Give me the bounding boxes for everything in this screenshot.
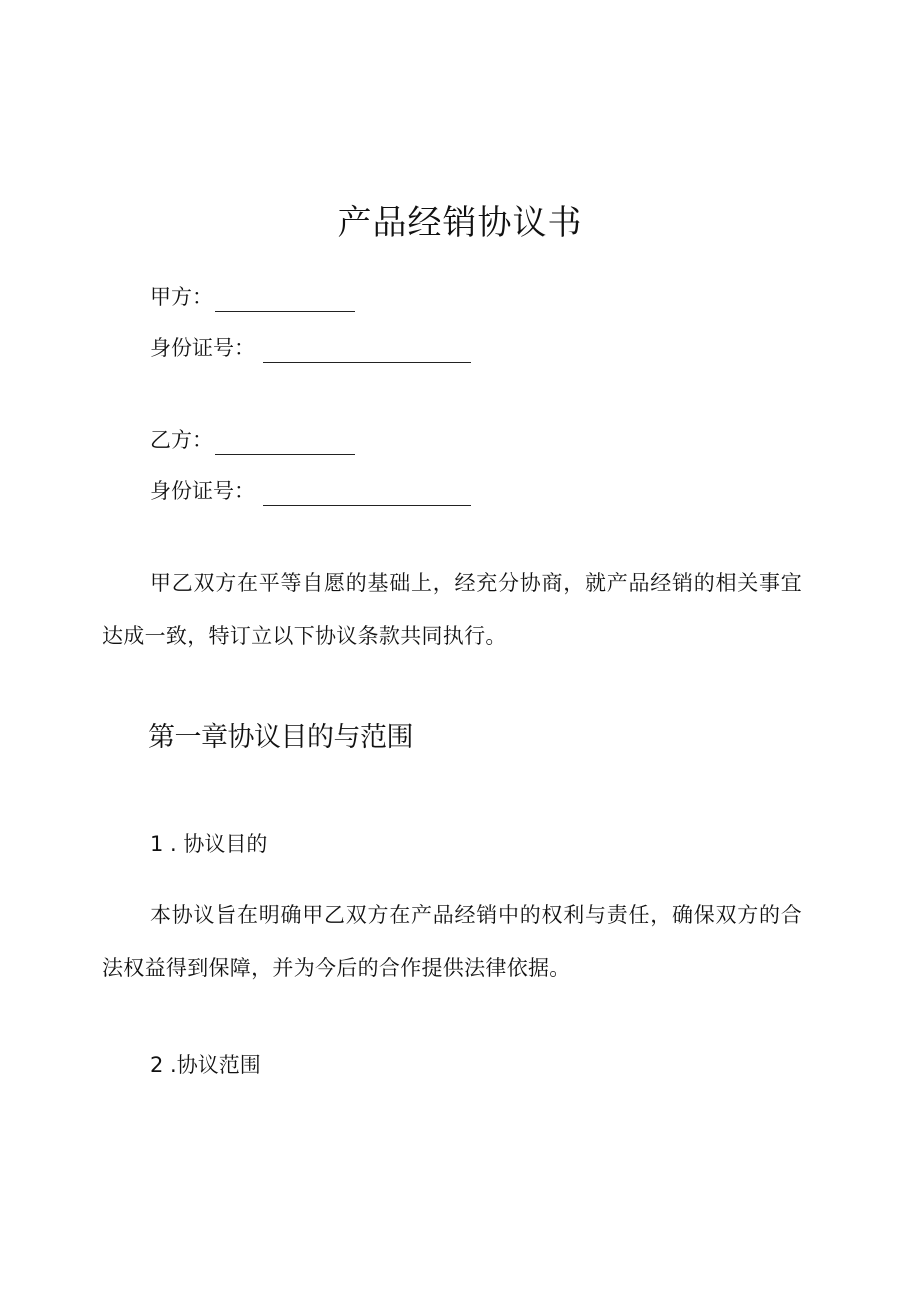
section-2-heading: 2 .协议范围 <box>150 1053 261 1077</box>
party-b-label: 乙方： <box>150 428 213 452</box>
party-a-label: 甲方： <box>150 285 213 309</box>
chapter-1-heading: 第一章协议目的与范围 <box>148 722 413 753</box>
section-1-heading: 1 . 协议目的 <box>150 832 268 856</box>
preamble-paragraph: 甲乙双方在平等自愿的基础上，经充分协商，就产品经销的相关事宜达成一致，特订立以下协议条款共同执行。 <box>102 571 802 648</box>
party-b-id-field <box>150 476 471 506</box>
party-a-id-field <box>150 333 471 363</box>
party-a-id-label: 身份证号： <box>150 336 255 360</box>
section-1-body: 本协议旨在明确甲乙双方在产品经销中的权利与责任，确保双方的合法权益得到保障，并为今后的合作提供法律依据。 <box>102 903 802 980</box>
party-a-field <box>150 282 355 312</box>
party-a-id-blank-line <box>263 340 471 363</box>
document-title: 产品经销协议书 <box>337 202 583 243</box>
party-b-blank-line <box>215 432 355 455</box>
party-a-blank-line <box>215 289 355 312</box>
party-b-id-label: 身份证号： <box>150 479 255 503</box>
party-b-id-blank-line <box>263 483 471 506</box>
party-b-field <box>150 425 355 455</box>
